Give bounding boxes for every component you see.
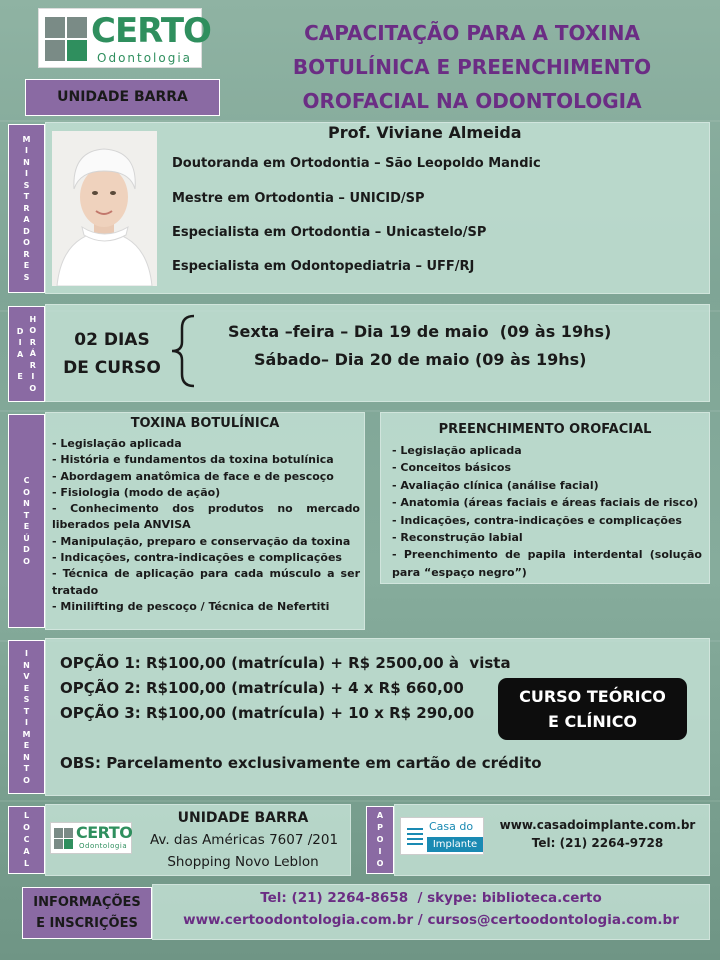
title-line-3: OROFACIAL NA ODONTOLOGIA: [302, 89, 642, 113]
local-logo-text-main: CERTO: [76, 823, 133, 842]
instructor-name: Prof. Viviane Almeida: [328, 123, 522, 142]
course-type-line-1: CURSO TEÓRICO: [519, 687, 666, 706]
apoio-tab: A P O I O: [366, 806, 394, 874]
list-item: - Abordagem anatômica de face e de pescoço: [52, 469, 334, 483]
list-item: - Minilifting de pescoço / Técnica de Nefertiti: [52, 599, 330, 613]
logo-text-main: CERTO: [91, 11, 211, 51]
footer-contact-line-1: Tel: (21) 2264-8658 / skype: biblioteca.certo: [260, 890, 602, 906]
apoio-logo-line-1: Casa do: [429, 820, 474, 833]
conteudo-tab: C O N T E Ú D O: [8, 414, 45, 628]
info-badge-line-1: INFORMAÇÕES: [33, 895, 141, 910]
unit-badge: UNIDADE BARRA: [25, 79, 220, 116]
info-badge: [22, 887, 152, 939]
credential-item: Mestre em Ortodontia – UNICID/SP: [172, 191, 425, 206]
footer-contact-line-2: www.certoodontologia.com.br / cursos@certoodontologia.com.br: [183, 912, 679, 928]
brace-icon: [170, 314, 200, 388]
course-type-badge: [498, 678, 687, 740]
list-item: - Preenchimento de papila interdental (solução para “espaço negro”): [392, 548, 702, 579]
apoio-phone: Tel: (21) 2264-9728: [531, 836, 664, 850]
tooth-icon: [404, 823, 426, 849]
list-item: - Avaliação clínica (análise facial): [392, 478, 599, 492]
list-item: - Conceitos básicos: [392, 461, 512, 475]
course-days-line-2: DE CURSO: [63, 358, 161, 378]
list-item: - Indicações, contra-indicações e complicações: [392, 513, 682, 527]
local-address-2: Shopping Novo Leblon: [167, 854, 319, 870]
apoio-website: www.casadoimplante.com.br: [499, 818, 696, 832]
info-badge-line-2: E INSCRIÇÕES: [36, 916, 138, 931]
certo-logo: [38, 8, 211, 68]
apoio-logo-line-2: Implante: [427, 837, 483, 852]
schedule-day-2: Sábado– Dia 20 de maio (09 às 19hs): [254, 350, 587, 369]
page-title: [262, 16, 682, 118]
schedule-day-1: Sexta –feira – Dia 19 de maio (09 às 19hs): [228, 322, 612, 341]
portrait-illustration-icon: [52, 131, 157, 286]
ministradores-tab: M I N I S T R A D O R E S: [8, 124, 45, 293]
title-line-1: CAPACITAÇÃO PARA A TOXINA: [304, 21, 640, 45]
toxina-list: [52, 436, 360, 615]
list-item: - Fisiologia (modo de ação): [52, 485, 221, 499]
credential-item: Especialista em Odontopediatria – UFF/RJ: [172, 259, 475, 274]
investimento-tab: I N V E S T I M E N T O: [8, 640, 45, 794]
toxina-title: TOXINA BOTULÍNICA: [130, 416, 280, 431]
payment-option-1: OPÇÃO 1: R$100,00 (matrícula) + R$ 2500,00 à vista: [60, 654, 511, 672]
list-item: - Técnica de aplicação para cada músculo a ser tratado: [52, 567, 360, 597]
preenchimento-title: PREENCHIMENTO OROFACIAL: [438, 422, 652, 437]
list-item: - Indicações, contra-indicações e complicações: [52, 551, 342, 565]
local-logo-text-sub: Odontologia: [79, 842, 128, 850]
instructor-photo: [52, 131, 157, 286]
course-type-line-2: E CLÍNICO: [547, 712, 638, 731]
local-title: UNIDADE BARRA: [177, 810, 309, 826]
logo-mark-icon: [54, 828, 74, 849]
payment-option-2: OPÇÃO 2: R$100,00 (matrícula) + 4 x R$ 660,00: [60, 679, 464, 697]
list-item: - Legislação aplicada: [52, 437, 182, 450]
payment-note: OBS: Parcelamento exclusivamente em cartão de crédito: [60, 754, 542, 772]
course-days: [52, 326, 172, 382]
list-item: - Conhecimento dos produtos no mercado liberados pela ANVISA: [52, 502, 360, 532]
local-certo-logo: [50, 822, 132, 854]
local-address-1: Av. das Américas 7607 /201: [149, 832, 339, 848]
list-item: - Anatomia (áreas faciais e áreas faciais de risco): [392, 496, 699, 510]
casa-do-implante-logo: [400, 817, 484, 855]
preenchimento-list: [392, 442, 702, 581]
logo-mark-icon: [45, 17, 87, 61]
local-tab: L O C A L: [8, 806, 45, 874]
title-line-2: BOTULÍNICA E PREENCHIMENTO: [292, 55, 652, 79]
logo-text-sub: Odontologia: [97, 51, 193, 65]
list-item: - Manipulação, preparo e conservação da toxina: [52, 534, 351, 548]
dia-horario-tab: D I A E H O R Á R I O: [8, 306, 45, 402]
list-item: - Legislação aplicada: [392, 444, 522, 457]
list-item: - Reconstrução labial: [392, 531, 523, 545]
payment-option-3: OPÇÃO 3: R$100,00 (matrícula) + 10 x R$ 290,00: [60, 704, 475, 722]
credential-item: Doutoranda em Ortodontia – São Leopoldo Mandic: [172, 156, 541, 171]
list-item: - História e fundamentos da toxina botulínica: [52, 453, 334, 467]
course-days-line-1: 02 DIAS: [74, 330, 150, 350]
credential-item: Especialista em Ortodontia – Unicastelo/SP: [172, 225, 487, 240]
